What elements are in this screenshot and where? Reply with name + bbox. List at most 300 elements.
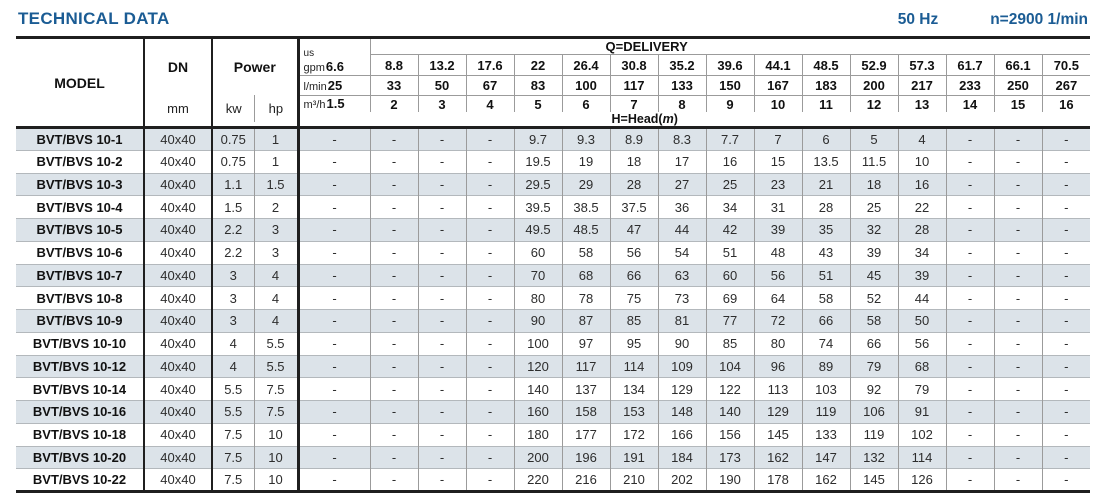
lmin-value: 33: [370, 76, 418, 96]
head-value: 19: [562, 150, 610, 173]
m3h-value: 3: [418, 96, 466, 113]
head-value: 102: [898, 423, 946, 446]
head-value: -: [418, 469, 466, 492]
top-bar: [18, 9, 1088, 29]
head-value: -: [466, 196, 514, 219]
head-value: -: [994, 469, 1042, 492]
head-value: -: [994, 378, 1042, 401]
m3h-value: 7: [610, 96, 658, 113]
technical-data-table: [16, 36, 1090, 493]
head-value: 79: [898, 378, 946, 401]
lmin-first-value: 25: [327, 77, 343, 93]
kw-value: 4: [212, 332, 254, 355]
gpm-value: 13.2: [418, 55, 466, 76]
head-value: 122: [706, 378, 754, 401]
lmin-value: 183: [802, 76, 850, 96]
head-value: -: [418, 241, 466, 264]
head-value: -: [418, 264, 466, 287]
m3h-first-value: 1.5: [326, 96, 345, 111]
head-value: -: [466, 446, 514, 469]
gpm-value: 30.8: [610, 55, 658, 76]
head-value: -: [466, 355, 514, 378]
table-row: [16, 310, 1090, 333]
spec-labels: [898, 11, 1088, 29]
head-value: 145: [754, 423, 802, 446]
table-row: [16, 469, 1090, 492]
head-value: 66: [610, 264, 658, 287]
dn-value: 40x40: [144, 264, 212, 287]
dn-value: 40x40: [144, 401, 212, 424]
dn-value: 40x40: [144, 196, 212, 219]
lmin-value: 167: [754, 76, 802, 96]
head-value: 50: [898, 310, 946, 333]
head-value: -: [418, 423, 466, 446]
head-value: 21: [802, 173, 850, 196]
head-value: -: [418, 173, 466, 196]
head-value: 36: [658, 196, 706, 219]
dn-value: 40x40: [144, 423, 212, 446]
head-value: 56: [610, 241, 658, 264]
model-name: BVT/BVS 10-20: [16, 446, 144, 469]
head-value: 216: [562, 469, 610, 492]
head-value: 132: [850, 446, 898, 469]
lmin-value: 150: [706, 76, 754, 96]
head-value: -: [466, 150, 514, 173]
pump-data-table: [16, 36, 1090, 493]
head-value: -: [994, 310, 1042, 333]
m3h-value: 12: [850, 96, 898, 113]
head-value: -: [298, 150, 370, 173]
head-value: -: [370, 219, 418, 242]
head-value: 81: [658, 310, 706, 333]
head-value: 166: [658, 423, 706, 446]
head-value: -: [418, 378, 466, 401]
head-value: 145: [850, 469, 898, 492]
m3h-value: 14: [946, 96, 994, 113]
model-name: BVT/BVS 10-6: [16, 241, 144, 264]
head-value: 39: [850, 241, 898, 264]
model-name: BVT/BVS 10-18: [16, 423, 144, 446]
page-title: TECHNICAL DATA: [18, 9, 170, 28]
head-value: 137: [562, 378, 610, 401]
head-value: 196: [562, 446, 610, 469]
table-row: [16, 219, 1090, 242]
hp-value: 5.5: [254, 332, 298, 355]
frequency-label: 50 Hz: [897, 11, 939, 28]
head-value: 140: [514, 378, 562, 401]
head-value: 129: [754, 401, 802, 424]
head-value: 117: [562, 355, 610, 378]
hp-value: 10: [254, 446, 298, 469]
head-value: 91: [898, 401, 946, 424]
m3h-value: 13: [898, 96, 946, 113]
head-value: 18: [610, 150, 658, 173]
kw-value: 3: [212, 310, 254, 333]
head-value: 23: [754, 173, 802, 196]
head-value: -: [1042, 446, 1090, 469]
head-value: 75: [610, 287, 658, 310]
head-value: 58: [802, 287, 850, 310]
m3h-value: 4: [466, 96, 514, 113]
head-value: 29: [562, 173, 610, 196]
head-value: 97: [562, 332, 610, 355]
head-value: -: [370, 332, 418, 355]
head-value: -: [994, 332, 1042, 355]
head-value: 80: [514, 287, 562, 310]
head-value: -: [1042, 264, 1090, 287]
head-value: -: [466, 241, 514, 264]
hp-value: 3: [254, 219, 298, 242]
gpm-first-value: 6.6: [325, 59, 344, 74]
kw-value: 5.5: [212, 401, 254, 424]
lmin-value: 83: [514, 76, 562, 96]
dn-value: 40x40: [144, 355, 212, 378]
head-value: -: [946, 401, 994, 424]
kw-value: 7.5: [212, 423, 254, 446]
dn-value: 40x40: [144, 446, 212, 469]
kw-value: 7.5: [212, 446, 254, 469]
hp-value: 4: [254, 264, 298, 287]
head-value: -: [418, 355, 466, 378]
head-value: 63: [658, 264, 706, 287]
gpm-value: 39.6: [706, 55, 754, 76]
head-value: -: [370, 287, 418, 310]
head-value: 37.5: [610, 196, 658, 219]
lmin-value: 133: [658, 76, 706, 96]
table-row: [16, 241, 1090, 264]
dn-value: 40x40: [144, 310, 212, 333]
gpm-value: 70.5: [1042, 55, 1090, 76]
head-value: -: [994, 241, 1042, 264]
m3h-value: 11: [802, 96, 850, 113]
head-value: 19.5: [514, 150, 562, 173]
head-value: -: [298, 196, 370, 219]
head-value: 43: [802, 241, 850, 264]
gpm-value: 48.5: [802, 55, 850, 76]
kw-value: 7.5: [212, 469, 254, 492]
m3h-value: 5: [514, 96, 562, 113]
head-value: 90: [514, 310, 562, 333]
head-value: 147: [802, 446, 850, 469]
lmin-unit-cell: [298, 76, 370, 96]
dn-value: 40x40: [144, 378, 212, 401]
table-row: [16, 378, 1090, 401]
head-value: 10: [898, 150, 946, 173]
lmin-value: 100: [562, 76, 610, 96]
head-value: -: [946, 150, 994, 173]
hp-value: 4: [254, 310, 298, 333]
gpm-value: 22: [514, 55, 562, 76]
head-value: 56: [754, 264, 802, 287]
head-value: -: [1042, 173, 1090, 196]
head-value: -: [946, 310, 994, 333]
dn-value: 40x40: [144, 150, 212, 173]
head-value: -: [370, 264, 418, 287]
head-value: -: [298, 378, 370, 401]
head-value: 120: [514, 355, 562, 378]
head-value: 8.9: [610, 128, 658, 151]
head-value: -: [298, 310, 370, 333]
head-value: 73: [658, 287, 706, 310]
dn-value: 40x40: [144, 332, 212, 355]
power-label: Power: [233, 59, 276, 75]
head-value: -: [994, 264, 1042, 287]
head-value: 69: [706, 287, 754, 310]
head-value: -: [418, 332, 466, 355]
head-value: 32: [850, 219, 898, 242]
table-row: [16, 446, 1090, 469]
hp-value: 7.5: [254, 401, 298, 424]
head-value: -: [1042, 150, 1090, 173]
head-value: -: [418, 196, 466, 219]
dn-value: 40x40: [144, 241, 212, 264]
gpm-value: 52.9: [850, 55, 898, 76]
head-value: 29.5: [514, 173, 562, 196]
kw-value: 3: [212, 264, 254, 287]
head-value: -: [298, 469, 370, 492]
model-column-header: MODEL: [16, 38, 144, 128]
head-value: 15: [754, 150, 802, 173]
head-value: 28: [802, 196, 850, 219]
m3h-value: 8: [658, 96, 706, 113]
head-value: 48.5: [562, 219, 610, 242]
head-value: -: [946, 355, 994, 378]
delivery-header: Q=DELIVERY: [370, 38, 1090, 55]
head-value: -: [946, 264, 994, 287]
head-value: 90: [658, 332, 706, 355]
head-value: -: [418, 287, 466, 310]
dn-value: 40x40: [144, 469, 212, 492]
kw-value: 2.2: [212, 241, 254, 264]
head-value: 133: [802, 423, 850, 446]
head-value: 172: [610, 423, 658, 446]
head-value: 66: [850, 332, 898, 355]
table-row: [16, 355, 1090, 378]
head-value: -: [1042, 469, 1090, 492]
head-value: 180: [514, 423, 562, 446]
head-value: 190: [706, 469, 754, 492]
gpm-value: 57.3: [898, 55, 946, 76]
table-body: [16, 128, 1090, 492]
head-value: -: [1042, 128, 1090, 151]
kw-unit-label: kw: [225, 101, 242, 116]
head-value: 44: [658, 219, 706, 242]
gpm-value: 26.4: [562, 55, 610, 76]
model-name: BVT/BVS 10-5: [16, 219, 144, 242]
dn-unit-label: mm: [167, 101, 189, 116]
hp-unit-label: hp: [254, 95, 296, 122]
head-value: 114: [898, 446, 946, 469]
gpm-value: 8.8: [370, 55, 418, 76]
gpm-label: gpm: [303, 62, 325, 74]
head-value: 28: [610, 173, 658, 196]
kw-value: 2.2: [212, 219, 254, 242]
head-value: 48: [754, 241, 802, 264]
head-value: -: [298, 219, 370, 242]
hp-value: 2: [254, 196, 298, 219]
head-value: 49.5: [514, 219, 562, 242]
head-value: -: [466, 401, 514, 424]
head-value: -: [298, 241, 370, 264]
head-value: -: [994, 401, 1042, 424]
head-value: 153: [610, 401, 658, 424]
head-value: 34: [706, 196, 754, 219]
head-value: 177: [562, 423, 610, 446]
head-value: -: [466, 310, 514, 333]
head-value: 85: [706, 332, 754, 355]
head-value: 58: [850, 310, 898, 333]
speed-label: n=2900 1/min: [990, 11, 1088, 28]
head-value: -: [298, 423, 370, 446]
head-value: -: [370, 196, 418, 219]
head-value: -: [418, 128, 466, 151]
head-value: -: [946, 469, 994, 492]
head-value: 72: [754, 310, 802, 333]
head-value: 35: [802, 219, 850, 242]
head-value: 16: [706, 150, 754, 173]
model-name: BVT/BVS 10-10: [16, 332, 144, 355]
head-value: -: [418, 310, 466, 333]
head-value: 119: [850, 423, 898, 446]
gpm-unit-cell: [298, 38, 370, 76]
head-value: -: [994, 150, 1042, 173]
head-value: 74: [802, 332, 850, 355]
table-row: [16, 401, 1090, 424]
head-value: 7.7: [706, 128, 754, 151]
head-value: -: [1042, 219, 1090, 242]
dn-column-header: [144, 38, 212, 128]
lmin-value: 267: [1042, 76, 1090, 96]
head-value: -: [298, 355, 370, 378]
head-value: 28: [898, 219, 946, 242]
head-value: 103: [802, 378, 850, 401]
table-row: [16, 173, 1090, 196]
head-value: -: [1042, 332, 1090, 355]
kw-value: 0.75: [212, 150, 254, 173]
head-value: 7: [754, 128, 802, 151]
head-value: -: [370, 128, 418, 151]
head-value: 158: [562, 401, 610, 424]
hp-value: 1: [254, 150, 298, 173]
head-value: 34: [898, 241, 946, 264]
head-value: -: [466, 264, 514, 287]
kw-value: 0.75: [212, 128, 254, 151]
head-value: 95: [610, 332, 658, 355]
head-value: -: [994, 196, 1042, 219]
model-name: BVT/BVS 10-9: [16, 310, 144, 333]
kw-value: 1.5: [212, 196, 254, 219]
head-value: -: [466, 332, 514, 355]
m3h-value: 15: [994, 96, 1042, 113]
head-value: -: [1042, 401, 1090, 424]
head-value: 68: [562, 264, 610, 287]
head-value: -: [946, 378, 994, 401]
model-name: BVT/BVS 10-4: [16, 196, 144, 219]
table-row: [16, 264, 1090, 287]
head-value: -: [298, 287, 370, 310]
head-header: H=Head(m): [611, 112, 678, 126]
table-row: [16, 332, 1090, 355]
model-name: BVT/BVS 10-1: [16, 128, 144, 151]
head-value: 178: [754, 469, 802, 492]
model-name: BVT/BVS 10-7: [16, 264, 144, 287]
model-name: BVT/BVS 10-22: [16, 469, 144, 492]
head-value: -: [418, 219, 466, 242]
lmin-value: 67: [466, 76, 514, 96]
head-value: 27: [658, 173, 706, 196]
head-value: 96: [754, 355, 802, 378]
head-value: -: [298, 264, 370, 287]
head-value: 58: [562, 241, 610, 264]
m3h-value: 10: [754, 96, 802, 113]
model-name: BVT/BVS 10-8: [16, 287, 144, 310]
head-value: 4: [898, 128, 946, 151]
head-value: -: [1042, 241, 1090, 264]
head-value: -: [418, 150, 466, 173]
kw-value: 1.1: [212, 173, 254, 196]
head-value: -: [298, 401, 370, 424]
head-value: 92: [850, 378, 898, 401]
table-row: [16, 196, 1090, 219]
m3h-unit-cell: [298, 96, 370, 113]
gpm-value: 44.1: [754, 55, 802, 76]
head-value: 68: [898, 355, 946, 378]
head-value: -: [994, 446, 1042, 469]
head-value: 100: [514, 332, 562, 355]
head-value: 39: [754, 219, 802, 242]
head-value: 8.3: [658, 128, 706, 151]
head-value: 17: [658, 150, 706, 173]
head-value: -: [1042, 355, 1090, 378]
head-value: -: [370, 310, 418, 333]
dn-value: 40x40: [144, 219, 212, 242]
dn-value: 40x40: [144, 128, 212, 151]
head-value: -: [466, 423, 514, 446]
head-value: -: [946, 332, 994, 355]
head-value: 156: [706, 423, 754, 446]
head-value: 31: [754, 196, 802, 219]
model-name: BVT/BVS 10-12: [16, 355, 144, 378]
head-value: -: [298, 173, 370, 196]
head-value: -: [370, 378, 418, 401]
hp-value: 1.5: [254, 173, 298, 196]
head-value: 220: [514, 469, 562, 492]
head-value: -: [370, 355, 418, 378]
power-column-header: [212, 38, 298, 128]
model-name: BVT/BVS 10-3: [16, 173, 144, 196]
head-value: 64: [754, 287, 802, 310]
hp-value: 3: [254, 241, 298, 264]
head-value: 109: [658, 355, 706, 378]
lmin-value: 50: [418, 76, 466, 96]
head-value: 78: [562, 287, 610, 310]
head-value: -: [298, 128, 370, 151]
head-value: -: [298, 332, 370, 355]
head-value: -: [1042, 196, 1090, 219]
table-header: [16, 38, 1090, 128]
head-value: 39.5: [514, 196, 562, 219]
head-value: -: [946, 173, 994, 196]
head-value: 52: [850, 287, 898, 310]
table-row: [16, 287, 1090, 310]
dn-value: 40x40: [144, 173, 212, 196]
m3h-value: 16: [1059, 96, 1074, 112]
lmin-value: 250: [994, 76, 1042, 96]
head-value: 162: [802, 469, 850, 492]
kw-value: 4: [212, 355, 254, 378]
head-value: 51: [706, 241, 754, 264]
head-value: -: [1042, 310, 1090, 333]
